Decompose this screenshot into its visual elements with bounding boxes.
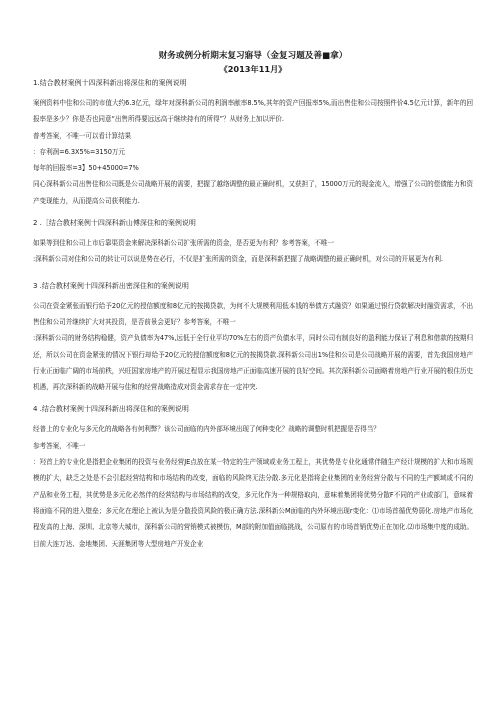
section-3-question: 公司在资金紧张而银行给予20亿元的授信额度和8亿元的按揭贷款，为何不大规模利用低本钱的举债方式融资？如果通过银行贷款解决时融资需求，不出售佳和公司并继续扩大对其投资，是否前景会更好？参考答案，不唯一	[33, 301, 473, 326]
section-4-answer-intro: 参考答案，不唯一	[33, 441, 86, 450]
section-1-conclusion: 同心深科新公司出售佳和公司既是公司战略开展的需要，把握了越络调整的最正确时机，又获担了，15000万元的现金流入，增强了公司的偿债能力和资产变现能力，从而提高公司获利能力.	[33, 180, 473, 205]
section-1-answer-intro: 普考答案，不唯一可以看计算结果	[33, 131, 132, 140]
section-3-heading: 3 .结合教材案例十四深科新出密深住和的案例说明	[33, 281, 189, 290]
document-title: 财务或例分析期末复习寤导（金复习题及善■拿）	[158, 51, 348, 61]
section-2-answer: :深科新公司对佳和公司的转让可以说是势在必行，不仅是扩张所需的资金，而是深科新把握了战略调整的最正确时机，对公司的开展更为有利.	[33, 255, 443, 264]
section-1-heading: 1.结合教材案例十四深科新出将深住和的案例说明	[33, 79, 187, 87]
section-2-heading: 2 .［结合教材案例十四深科新山傅深住和的案例说明	[33, 219, 196, 228]
section-4-answer: ：羟首上的专业化是指把企业集团的投资与业务经营JE点放在某一特定的生产领域或业务工程上，其优势是专业化通常伴随生产经计规模的扩大和市场规模的扩大，缺乏之处是不会引起经营结构和市场结构的改变，面临的风险终无法分散.多元化是指将企业集团的业务经营分散与不同的生产额域或不同的产品和业务工程，其优势是多元化必然伴的经营结构与市场结构的改变，多元化作为一种规格取向，意味着集团将优势分散F不同的产业或部门，意味着将面临不同的进入壁垒；多元化在理论上被认为是分散投资风险的极正确方法.深科新公M面临的内外环境出现r变化：⑴市场首循优势弱化.房地产市场化程发高的上海、深圳、北京等大城市，深科新公司的营销模式被模仿，M部的附加值面临挑战，公司原有的市场首销优势正在加化.⑵市场集中度的成助。目前大连万达、金地集团、天涯集团等大型房地产开发企业	[33, 458, 473, 548]
section-1-calc-profit: ：存利润=6.3X5%=3150万元	[33, 147, 125, 156]
section-3-answer: :深科新公司的财务结构稳健，资产负债率为47%,远低于全行业平均70%左右的资产负债水平，同时公司有制良好的盈利能力保证了利息和借款的按期归还，所以公司在资金紧张的情况下银行却给予20亿元的授信额度和8亿元的按揭贷款.深科新公司出1%佳和公司是公司战略开展的需要，首先我国房地产行业正面临广阔的市场前秩，兴旺国家房地产的开展过程显示我国房地产正面临高速开展的良好空间。其次深科新公司面略着房地产行业开展的根住历史机遇，再次深科新的战略开展与佳和的经营战略造成对资金需求存在一定冲突.	[33, 334, 473, 392]
document-subtitle: 《2013年11月》	[219, 64, 287, 74]
section-1-question: 案例资料中佳和公司的市值大约6.3亿元，绿年对深科新公司的利润率献率8.5%,其年的资产回报率5%,而出售佳和公司按照件价4.5亿元计算，新年的回报率是多少？你是否也同意“出售所得要远远高于继续持有的所得”？从财务上加以评价.	[33, 99, 473, 124]
section-4-question: 经普上的专业化与多元化的战略各有何利弊？该公司面临的内外部环境出现了何种变化？战略的调整时机把握是否得当？	[33, 425, 380, 434]
section-1-calc-return: 每年的回报率=3】50+45000=7%	[33, 164, 139, 173]
document-page	[33, 50, 473, 552]
section-4-heading: 4 .结合教材案例十四深科新出将深住和的案例说明	[33, 405, 189, 414]
section-2-question: 如果等到佳和公司上市后靠渠资金来解决深科新公司扩张所需的资金，是否更为有利？参考答案，不唯一	[33, 239, 335, 248]
